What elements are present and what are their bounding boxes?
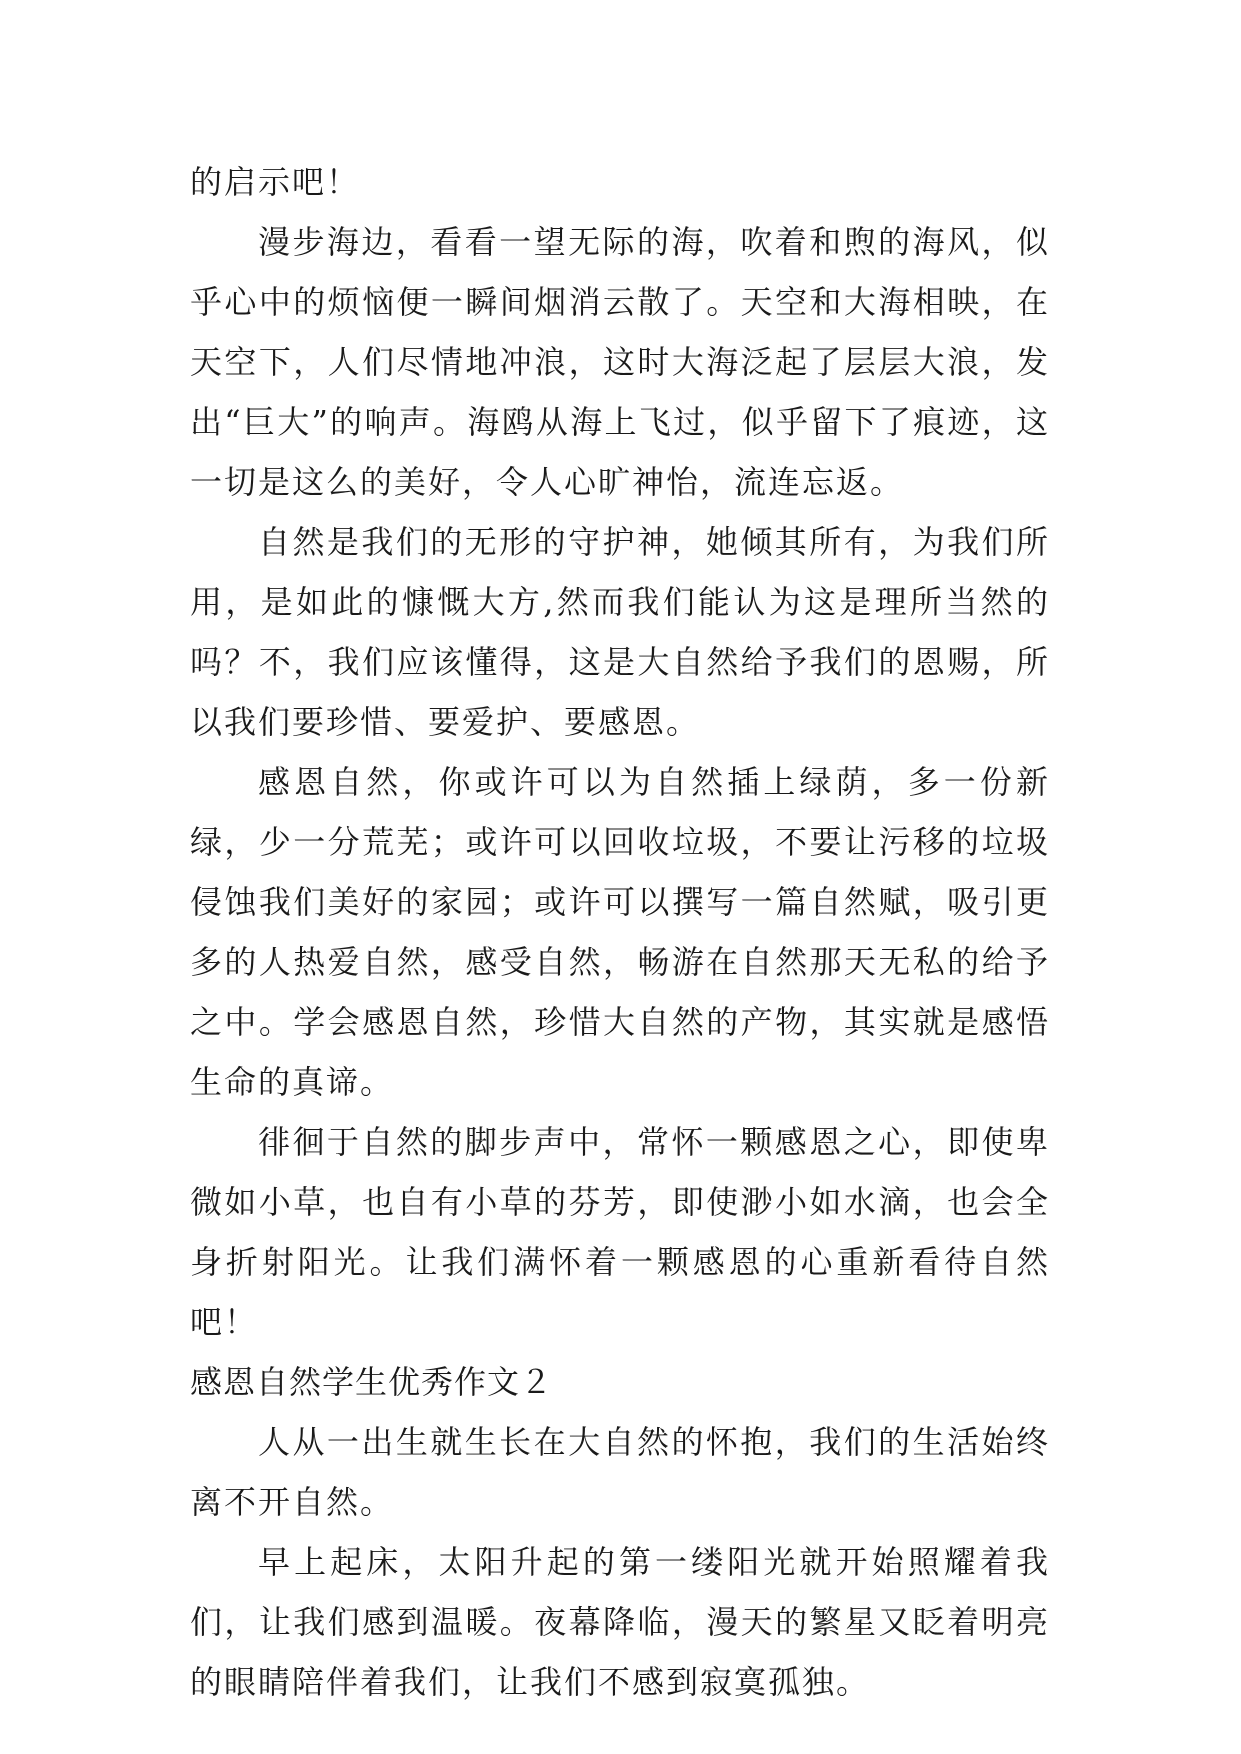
paragraph-gratitude: 感恩自然，你或许可以为自然插上绿荫，多一份新绿，少一分荒芜；或许可以回收垃圾，不要让污移的垃圾侵蚀我们美好的家园；或许可以撰写一篇自然赋，吸引更多的人热爱自然，感受自然，畅游在自然那天无私的给予之中。学会感恩自然，珍惜大自然的产物，其实就是感悟生命的真谛。	[190, 763, 1050, 1101]
paragraph-guardian: 自然是我们的无形的守护神，她倾其所有，为我们所用，是如此的慷慨大方,然而我们能认为这是理所当然的吗？不，我们应该懂得，这是大自然给予我们的恩赐，所以我们要珍惜、要爱护、要感恩。	[190, 523, 1050, 741]
paragraph-sunlight: 早上起床，太阳升起的第一缕阳光就开始照耀着我们，让我们感到温暖。夜幕降临，漫天的繁星又眨着明亮的眼睛陪伴着我们，让我们不感到寂寞孤独。	[190, 1543, 1050, 1701]
paragraph-continuation: 的启示吧！	[190, 163, 361, 201]
paragraph-embrace: 人从一出生就生长在大自然的怀抱，我们的生活始终离不开自然。	[190, 1423, 1050, 1521]
document-body	[190, 152, 1050, 1712]
essay-heading: 感恩自然学生优秀作文２	[190, 1363, 554, 1401]
paragraph-conclusion: 徘徊于自然的脚步声中，常怀一颗感恩之心，即使卑微如小草，也自有小草的芬芳，即使渺小如水滴，也会全身折射阳光。让我们满怀着一颗感恩的心重新看待自然吧！	[190, 1123, 1050, 1341]
paragraph-seaside: 漫步海边，看看一望无际的海，吹着和煦的海风，似乎心中的烦恼便一瞬间烟消云散了。天空和大海相映，在天空下，人们尽情地冲浪，这时大海泛起了层层大浪，发出“巨大”的响声。海鸥从海上飞过，似乎留下了痕迹，这一切是这么的美好，令人心旷神怡，流连忘返。	[190, 223, 1050, 501]
